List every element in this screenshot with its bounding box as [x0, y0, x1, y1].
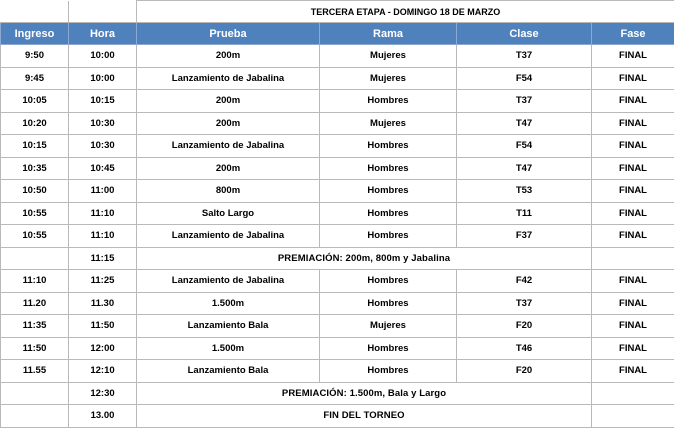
cell-prueba: 800m	[137, 180, 320, 203]
cell-rama: Hombres	[320, 337, 457, 360]
cell-ingreso: 11.20	[1, 292, 69, 315]
header-ingreso: Ingreso	[1, 23, 69, 45]
cell-rama: Mujeres	[320, 112, 457, 135]
cell-fase: FINAL	[592, 337, 674, 360]
cell-ingreso: 10:55	[1, 202, 69, 225]
cell-ingreso	[1, 247, 69, 270]
cell-hora: 12:00	[69, 337, 137, 360]
cell-prueba: Lanzamiento de Jabalina	[137, 270, 320, 293]
cell-fase: FINAL	[592, 360, 674, 383]
cell-ingreso	[1, 382, 69, 405]
cell-fase: FINAL	[592, 225, 674, 248]
cell-rama: Hombres	[320, 180, 457, 203]
cell-fase: FINAL	[592, 135, 674, 158]
table-row	[1, 202, 674, 225]
cell-prueba: 1.500m	[137, 337, 320, 360]
table-row	[1, 270, 674, 293]
table-row	[1, 360, 674, 383]
cell-ingreso: 10:35	[1, 157, 69, 180]
title-row	[1, 1, 674, 23]
cell-rama: Hombres	[320, 90, 457, 113]
table-row	[1, 292, 674, 315]
cell-clase: F37	[457, 225, 592, 248]
cell-ingreso: 11:35	[1, 315, 69, 338]
cell-rama: Mujeres	[320, 315, 457, 338]
table-row	[1, 315, 674, 338]
cell-hora: 11.30	[69, 292, 137, 315]
cell-fase	[592, 247, 674, 270]
cell-clase: F54	[457, 135, 592, 158]
table-row	[1, 135, 674, 158]
schedule-body	[1, 45, 674, 428]
cell-ingreso: 10:20	[1, 112, 69, 135]
cell-clase: T46	[457, 337, 592, 360]
cell-fase: FINAL	[592, 45, 674, 68]
cell-ingreso: 9:45	[1, 67, 69, 90]
cell-fase: FINAL	[592, 67, 674, 90]
cell-merged-note: PREMIACIÓN: 200m, 800m y Jabalina	[137, 247, 592, 270]
title-spacer	[69, 1, 137, 23]
header-prueba: Prueba	[137, 23, 320, 45]
table-row	[1, 67, 674, 90]
header-rama: Rama	[320, 23, 457, 45]
cell-hora: 10:15	[69, 90, 137, 113]
cell-merged-note: PREMIACIÓN: 1.500m, Bala y Largo	[137, 382, 592, 405]
cell-ingreso: 11.55	[1, 360, 69, 383]
cell-clase: T37	[457, 292, 592, 315]
cell-rama: Mujeres	[320, 67, 457, 90]
cell-rama: Hombres	[320, 270, 457, 293]
cell-clase: T47	[457, 157, 592, 180]
cell-rama: Hombres	[320, 292, 457, 315]
cell-hora: 12:30	[69, 382, 137, 405]
header-hora: Hora	[69, 23, 137, 45]
cell-clase: T47	[457, 112, 592, 135]
table-row	[1, 337, 674, 360]
cell-clase: T37	[457, 45, 592, 68]
cell-rama: Mujeres	[320, 45, 457, 68]
table-row	[1, 225, 674, 248]
cell-hora: 11:15	[69, 247, 137, 270]
cell-hora: 11:50	[69, 315, 137, 338]
cell-ingreso: 11:50	[1, 337, 69, 360]
cell-clase: F20	[457, 360, 592, 383]
cell-hora: 10:30	[69, 135, 137, 158]
cell-prueba: 200m	[137, 112, 320, 135]
cell-rama: Hombres	[320, 202, 457, 225]
cell-ingreso	[1, 405, 69, 428]
cell-clase: F54	[457, 67, 592, 90]
cell-hora: 11:00	[69, 180, 137, 203]
cell-hora: 11:25	[69, 270, 137, 293]
cell-hora: 10:00	[69, 45, 137, 68]
cell-fase	[592, 405, 674, 428]
cell-fase	[592, 382, 674, 405]
table-row	[1, 180, 674, 203]
table-row	[1, 405, 674, 428]
cell-hora: 10:30	[69, 112, 137, 135]
cell-prueba: Salto Largo	[137, 202, 320, 225]
cell-fase: FINAL	[592, 270, 674, 293]
cell-hora: 10:45	[69, 157, 137, 180]
cell-hora: 13.00	[69, 405, 137, 428]
cell-hora: 11:10	[69, 225, 137, 248]
cell-prueba: Lanzamiento Bala	[137, 360, 320, 383]
cell-prueba: 200m	[137, 157, 320, 180]
header-clase: Clase	[457, 23, 592, 45]
cell-prueba: Lanzamiento de Jabalina	[137, 225, 320, 248]
cell-fase: FINAL	[592, 90, 674, 113]
header-fase: Fase	[592, 23, 674, 45]
cell-fase: FINAL	[592, 292, 674, 315]
cell-fase: FINAL	[592, 157, 674, 180]
table-row	[1, 45, 674, 68]
cell-clase: T37	[457, 90, 592, 113]
cell-hora: 11:10	[69, 202, 137, 225]
cell-prueba: Lanzamiento Bala	[137, 315, 320, 338]
cell-rama: Hombres	[320, 157, 457, 180]
cell-fase: FINAL	[592, 112, 674, 135]
cell-ingreso: 11:10	[1, 270, 69, 293]
cell-hora: 12:10	[69, 360, 137, 383]
header-row	[1, 23, 674, 45]
cell-prueba: Lanzamiento de Jabalina	[137, 135, 320, 158]
cell-ingreso: 10:50	[1, 180, 69, 203]
cell-clase: F20	[457, 315, 592, 338]
table-row	[1, 112, 674, 135]
title-spacer	[1, 1, 69, 23]
cell-prueba: 200m	[137, 90, 320, 113]
cell-ingreso: 10:15	[1, 135, 69, 158]
cell-clase: T53	[457, 180, 592, 203]
cell-rama: Hombres	[320, 225, 457, 248]
cell-clase: T11	[457, 202, 592, 225]
schedule-title: TERCERA ETAPA - DOMINGO 18 DE MARZO	[137, 1, 674, 23]
cell-prueba: Lanzamiento de Jabalina	[137, 67, 320, 90]
cell-clase: F42	[457, 270, 592, 293]
cell-fase: FINAL	[592, 202, 674, 225]
cell-rama: Hombres	[320, 360, 457, 383]
cell-prueba: 200m	[137, 45, 320, 68]
cell-fase: FINAL	[592, 315, 674, 338]
cell-rama: Hombres	[320, 135, 457, 158]
table-row	[1, 382, 674, 405]
table-row	[1, 90, 674, 113]
cell-merged-note: FIN DEL TORNEO	[137, 405, 592, 428]
table-row	[1, 157, 674, 180]
cell-hora: 10:00	[69, 67, 137, 90]
cell-ingreso: 9:50	[1, 45, 69, 68]
table-row	[1, 247, 674, 270]
cell-ingreso: 10:05	[1, 90, 69, 113]
cell-fase: FINAL	[592, 180, 674, 203]
cell-ingreso: 10:55	[1, 225, 69, 248]
cell-prueba: 1.500m	[137, 292, 320, 315]
